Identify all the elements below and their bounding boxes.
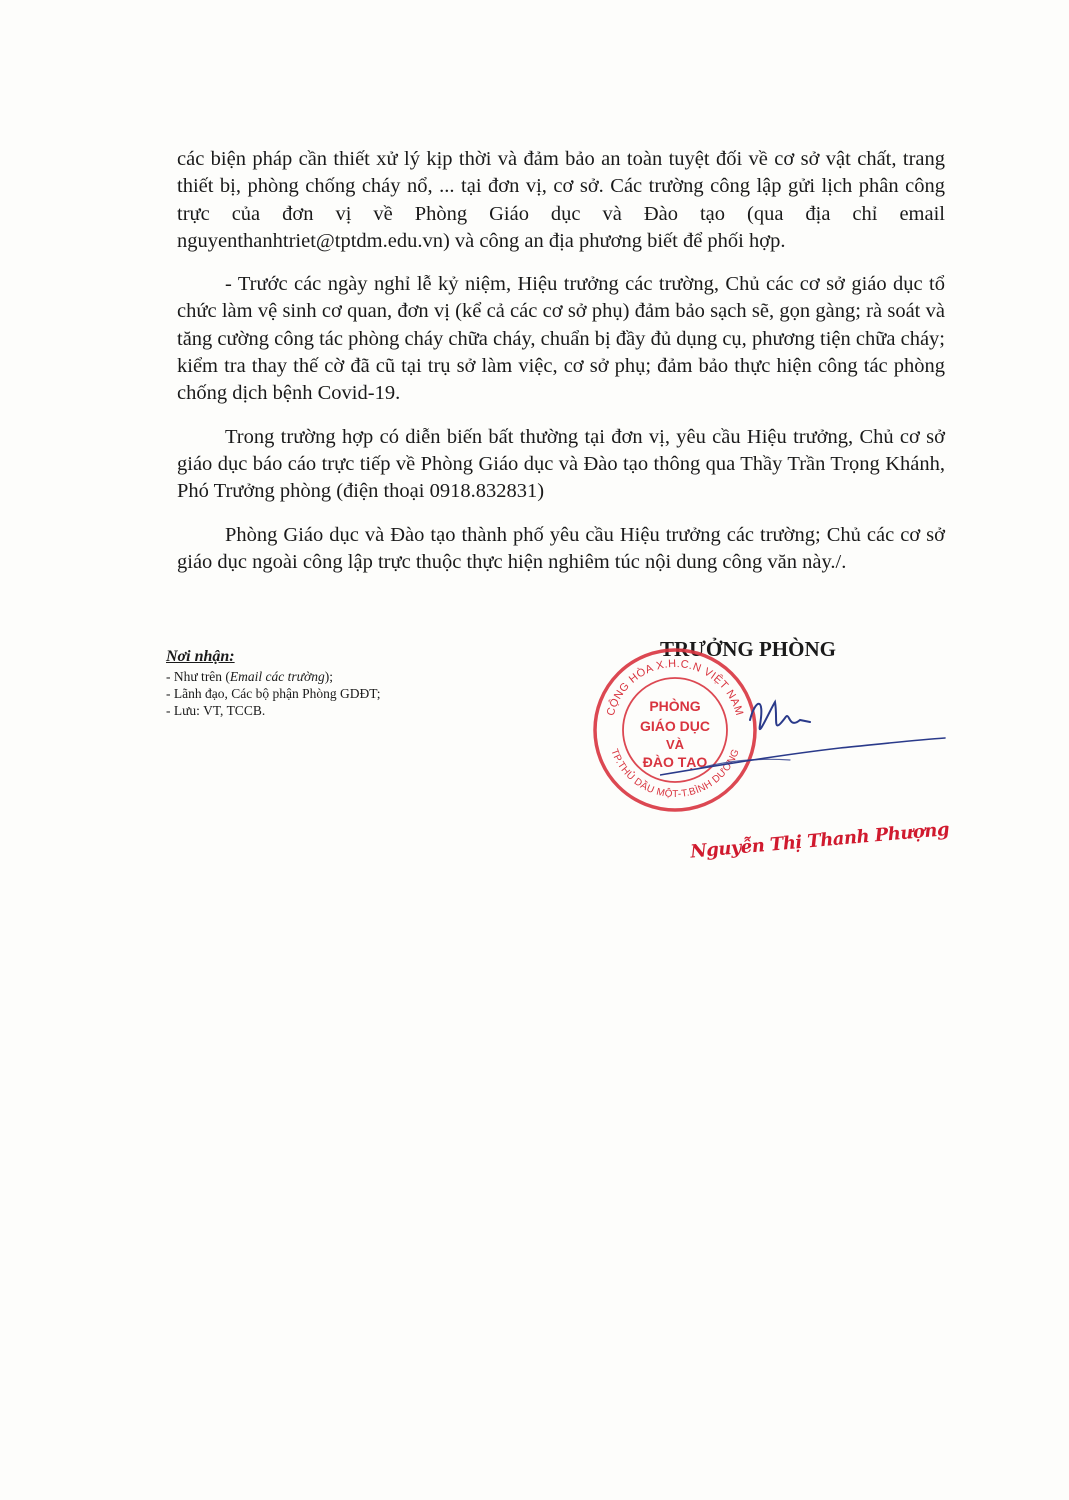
handwritten-signature [660,680,950,790]
signer-name: Nguyễn Thị Thanh Phượng [689,819,950,863]
stamp-line-2: GIÁO DỤC [640,718,710,734]
recipient-line-3: - Lưu: VT, TCCB. [166,703,266,718]
letter-body [177,146,945,592]
stamp-line-3: VÀ [665,737,685,752]
paragraph-closing-request: Phòng Giáo dục và Đào tạo thành phố yêu cầu Hiệu trưởng các trường; Chủ các cơ sở giáo dục ngoài công lập trực thuộc thực hiện nghiêm túc nội dung công văn này./. [177,523,945,573]
stamp-ring-bottom-text: TP.THỦ DẦU MỘT-T.BÌNH DƯƠNG [608,747,742,801]
recipients-block [166,648,496,719]
paragraph-holiday-preparation: - Trước các ngày nghỉ lễ kỷ niệm, Hiệu trưởng các trường, Chủ các cơ sở giáo dục tổ chức làm vệ sinh cơ quan, đơn vị (kể cả các cơ sở phụ) đảm bảo sạch sẽ, gọn gàng; rà soát và tăng cường công tác phòng cháy chữa cháy, chuẩn bị đầy đủ dụng cụ, phương tiện chữa cháy; kiểm tra thay thế cờ đã cũ tại trụ sở làm việc, cơ sở phụ; đảm bảo thực hiện công tác phòng chống dịch bệnh Covid-19. [177,273,945,405]
stamp-ring-top-text: CỘNG HÒA X.H.C.N VIỆT NAM [604,657,746,718]
recipient-line-1-suffix: ); [324,669,333,684]
recipient-line-1-italic: Email các trường [229,669,325,684]
stamp-line-4: ĐÀO TẠO [642,754,708,770]
recipient-line-1 [166,668,496,685]
paragraph-incident-reporting: Trong trường hợp có diễn biến bất thường tại đơn vị, yêu cầu Hiệu trưởng, Chủ cơ sở giáo dục báo cáo trực tiếp về Phòng Giáo dục và Đào tạo thông qua Thầy Trần Trọng Khánh, Phó Trưởng phòng (điện thoại 0918.832831) [177,425,945,503]
signer-title: TRƯỞNG PHÒNG [660,637,836,661]
recipient-line-2: - Lãnh đạo, Các bộ phận Phòng GDĐT; [166,686,381,701]
recipient-line-1-prefix: - Như trên ( [166,669,230,684]
paragraph-duty-schedule: các biện pháp cần thiết xử lý kịp thời và đảm bảo an toàn tuyệt đối về cơ sở vật chất, trang thiết bị, phòng chống cháy nổ, ... tại đơn vị, cơ sở. Các trường công lập gửi lịch phân công trực của đơn vị về Phòng Giáo dục và Đào tạo (qua địa chỉ email nguyenthanhtriet@tptdm.edu.vn) và công an địa phương biết để phối hợp. [177,148,945,252]
recipients-heading: Nơi nhận: [166,648,235,665]
stamp-line-1: PHÒNG [649,698,701,714]
